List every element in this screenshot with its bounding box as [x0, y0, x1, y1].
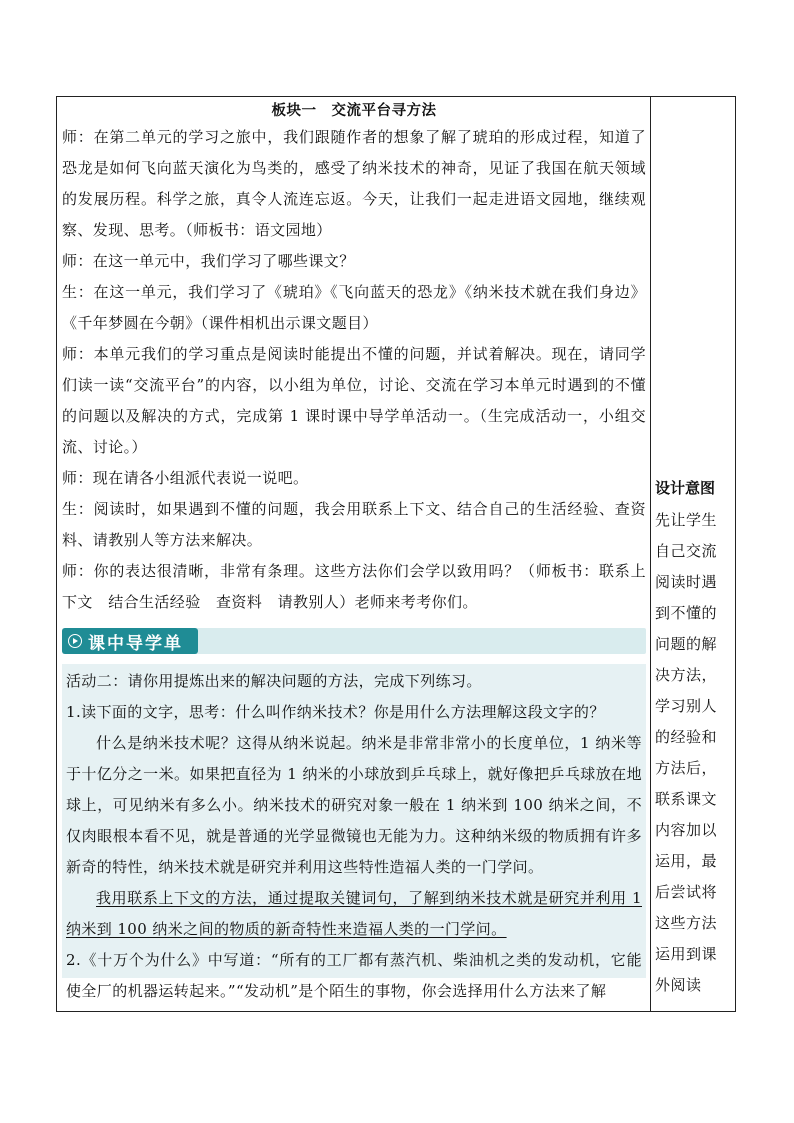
guide-banner-tab: [62, 628, 198, 654]
paragraph-focus: 师：本单元我们的学习重点是阅读时能提出不懂的问题，并试着解决。现在，请同学们读一读“交流平台”的内容，以小组为单位，讨论、交流在学习本单元时遇到的不懂的问题以及解决的方式，完成第 1 课时课中导学单活动一。（生完成活动一，小组交流、讨论。）: [62, 345, 646, 456]
main-column: [62, 100, 646, 1000]
guide-banner: [62, 628, 646, 654]
paragraph-praise: 师：你的表达很清晰，非常有条理。这些方法你们会学以致用吗？（师板书：联系上下文 结合生活经验 查资料 请教别人）老师来考考你们。: [62, 562, 646, 611]
guide-question-2: 2.《十万个为什么》中写道：“所有的工厂都有蒸汽机、柴油机之类的发动机，它能使全厂的机器运转起来。”“发动机”是个陌生的事物，你会选择用什么方法来了解: [66, 951, 642, 1000]
guide-passage: 什么是纳米技术呢？这得从纳米说起。纳米是非常非常小的长度单位，1 纳米等于十亿分之一米。如果把直径为 1 纳米的小球放到乒乓球上，就好像把乒乓球放在地球上，可见纳米有多么小。纳米技术的研究对象一般在 1 纳米到 100 纳米之间，不仅肉眼根本看不见，就是普通的光学显微镜也无能为力。这种纳米级的物质拥有许多新奇的特性，纳米技术就是研究并利用这些特性造福人类的一门学问。: [66, 734, 642, 876]
block-title: 板块一 交流平台寻方法: [271, 103, 437, 119]
design-intent-text: 先让学生自己交流阅读时遇到不懂的问题的解决方法，学习别人的经验和方法后，联系课文内容加以运用，最后尝试将这些方法运用到课外阅读: [655, 511, 718, 994]
play-circle-icon: [68, 634, 82, 648]
paragraph-question: 师：在这一单元中，我们学习了哪些课文？: [62, 252, 355, 270]
paragraph-answer-texts: 生：在这一单元，我们学习了《琥珀》《飞向蓝天的恐龙》《纳米技术就在我们身边》《千年梦圆在今朝》（课件相机出示课文题目）: [62, 283, 646, 332]
guide-answer: 我用联系上下文的方法，通过提取关键词句，了解到纳米技术就是研究并利用 1 纳米到 100 纳米之间的物质的新奇特性来造福人类的一门学问。: [66, 889, 642, 938]
paragraph-methods: 生：阅读时，如果遇到不懂的问题，我会用联系上下文、结合自己的生活经验、查资料、请教别人等方法来解决。: [62, 500, 646, 549]
column-divider: [650, 96, 651, 1012]
guide-banner-label: 课中导学单: [88, 633, 183, 654]
paragraph-share: 师：现在请各小组派代表说一说吧。: [62, 469, 309, 487]
guide-activity: 活动二：请你用提炼出来的解决问题的方法，完成下列练习。: [66, 672, 482, 690]
design-intent-column: [655, 475, 733, 1001]
guide-question-1: 1.读下面的文字，思考：什么叫作纳米技术？你是用什么方法理解这段文字的？: [66, 703, 605, 721]
design-intent-title: 设计意图: [655, 479, 716, 497]
paragraph-intro: 师：在第二单元的学习之旅中，我们跟随作者的想象了解了琥珀的形成过程，知道了恐龙是如何飞向蓝天演化为鸟类的，感受了纳米技术的神奇，见证了我国在航天领域的发展历程。科学之旅，真令人流连忘返。今天，让我们一起走进语文园地，继续观察、发现、思考。（师板书：语文园地）: [62, 128, 646, 239]
guide-box: [62, 664, 646, 1000]
